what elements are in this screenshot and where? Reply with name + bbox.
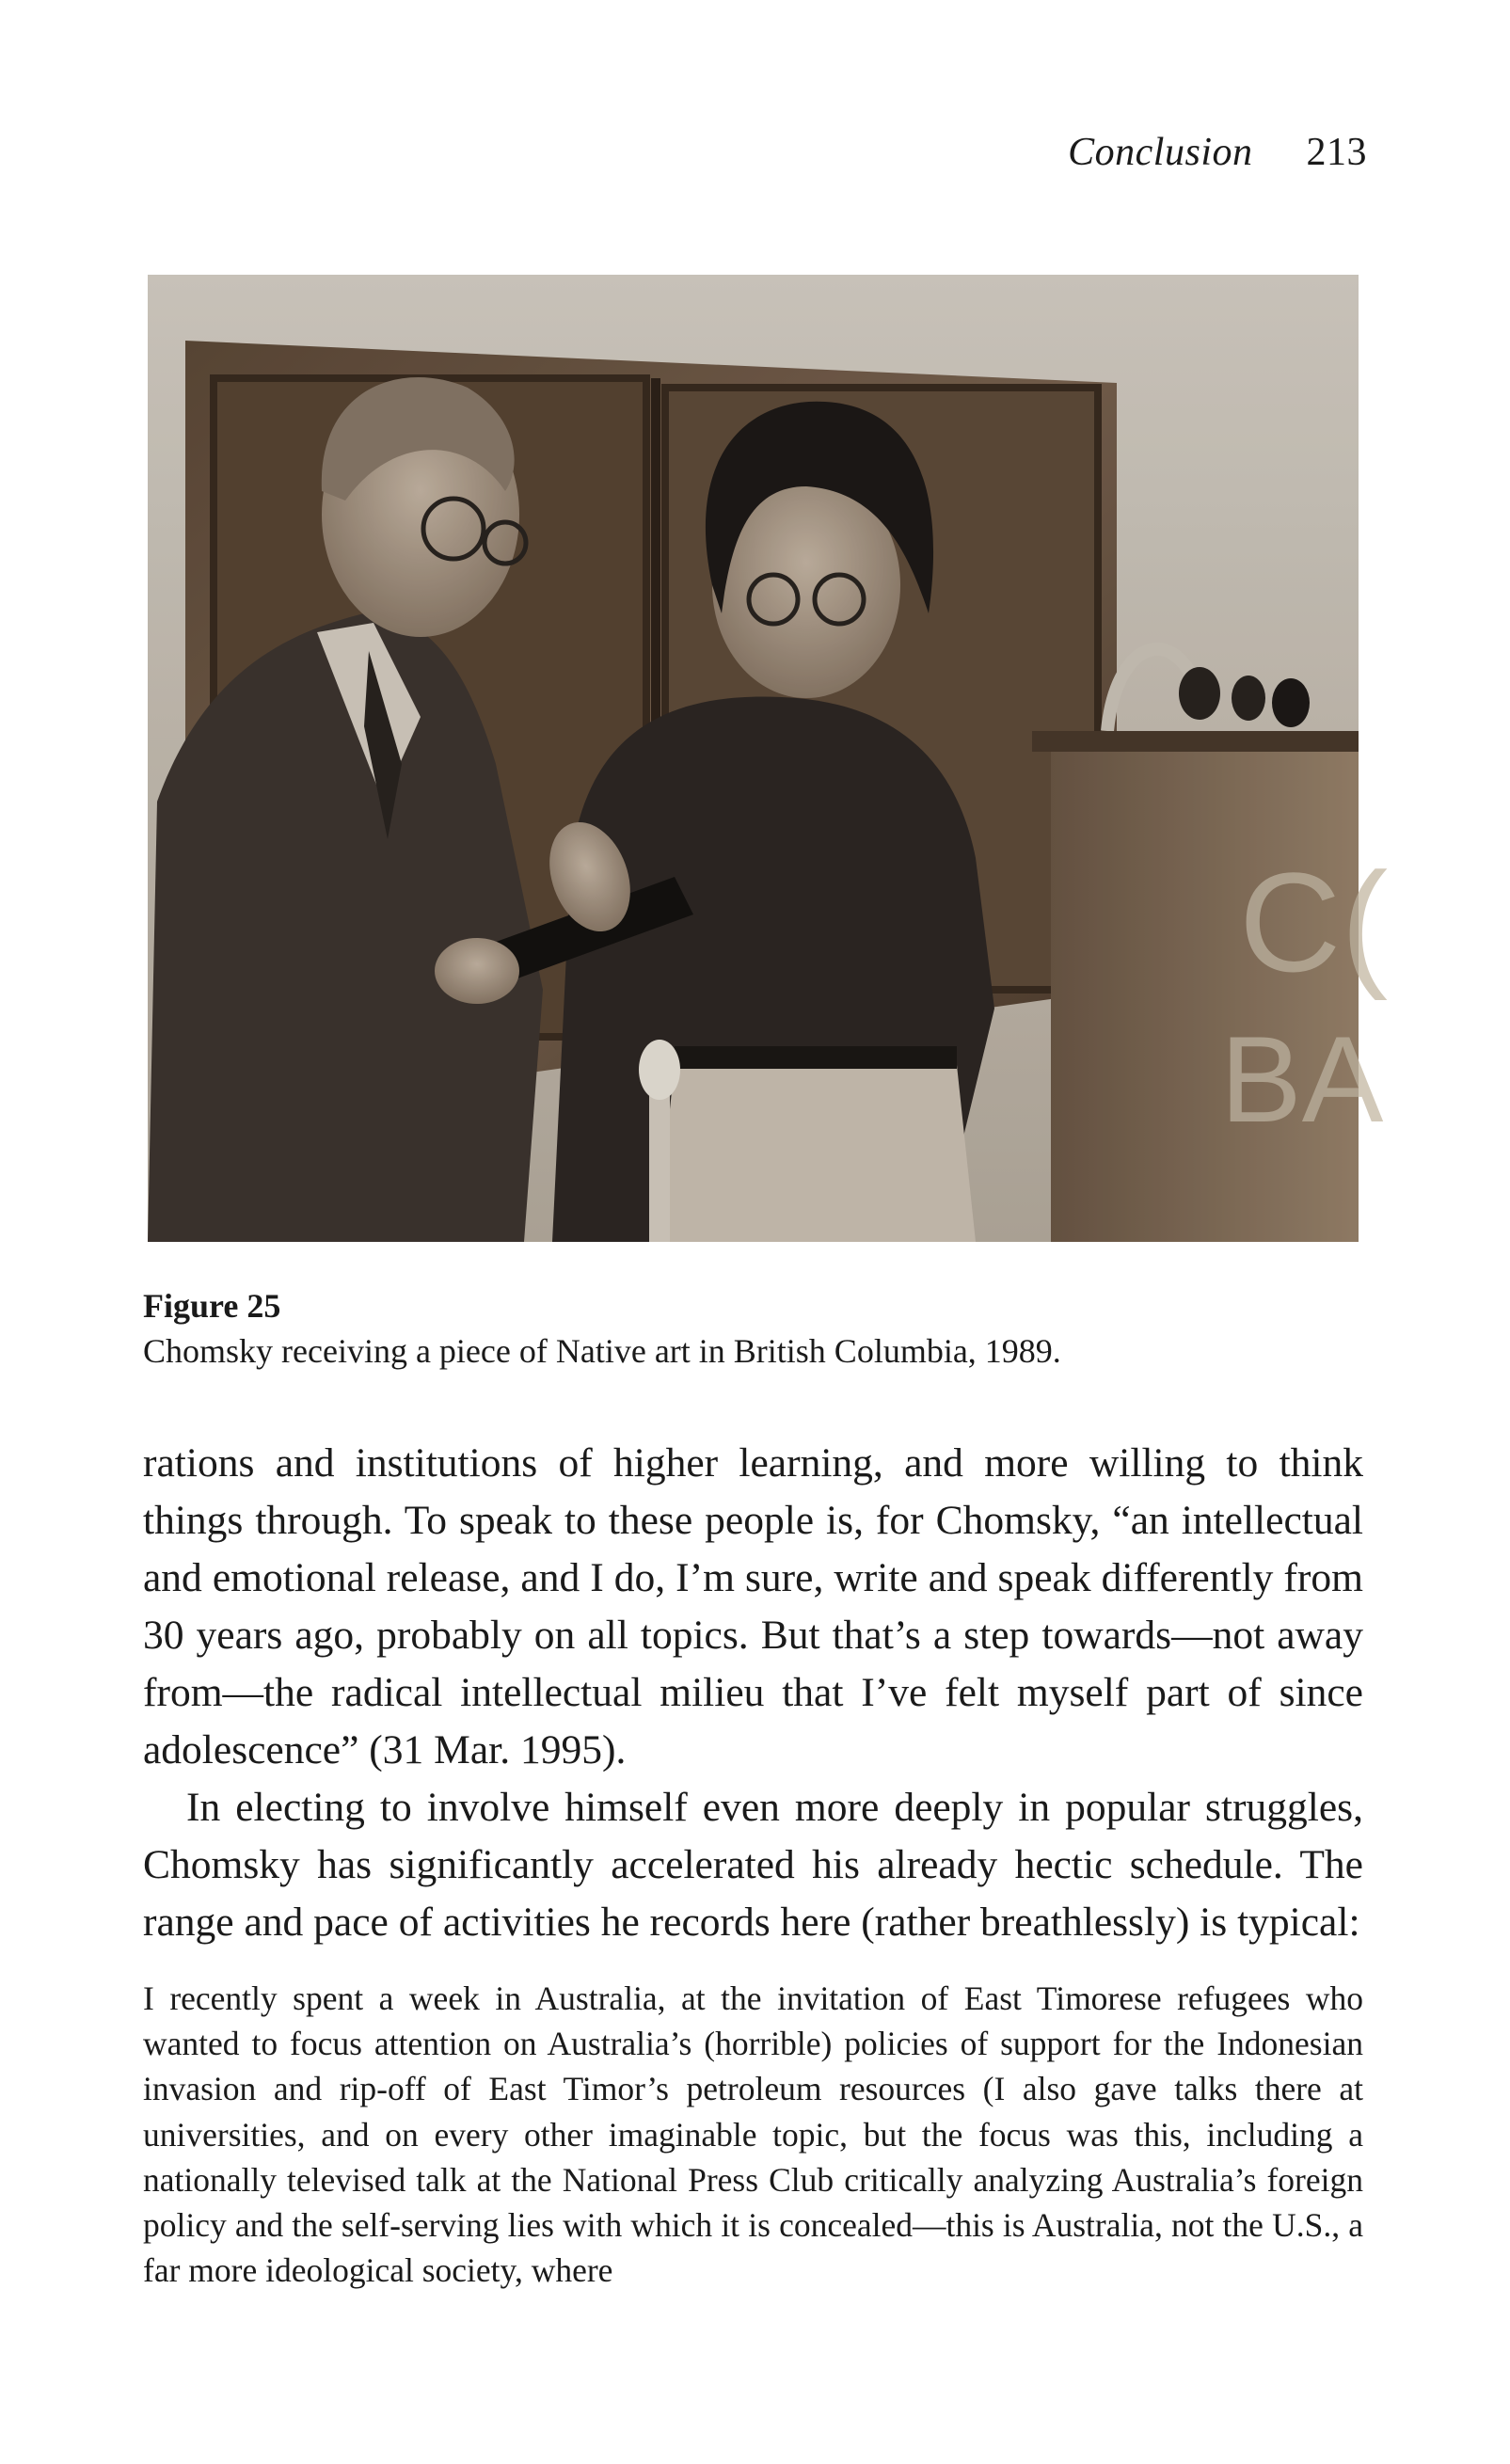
figure-caption bbox=[143, 1284, 1366, 1375]
block-quote bbox=[143, 1976, 1363, 2293]
podium-letters-top: C( bbox=[1239, 843, 1389, 1001]
body-text bbox=[143, 1435, 1363, 1951]
running-head bbox=[1068, 130, 1367, 175]
podium-letters-bottom: BA bbox=[1220, 1010, 1384, 1148]
paragraph-1: rations and institutions of higher learning, and more willing to think things through. To speak to these people is, for Chomsky, “an intellectual and emotional release, and I do, I’m sure, write and speak differently from 30 years ago, probably on all topics. But that’s a step towards—not away from—the radical intellectual milieu that I’ve felt myself part of since adolescence” (31 Mar. 1995). bbox=[143, 1440, 1363, 1772]
figure-caption-text: Chomsky receiving a piece of Native art in British Columbia, 1989. bbox=[143, 1332, 1061, 1370]
page-number: 213 bbox=[1306, 131, 1367, 174]
figure-label: Figure 25 bbox=[143, 1287, 281, 1325]
paragraph-2: In electing to involve himself even more deeply in popular struggles, Chomsky has significantly accelerated his already hectic schedule. The range and pace of activities he records here (rather breathlessly) is typical: bbox=[143, 1785, 1363, 1945]
figure-photo bbox=[148, 275, 1389, 1242]
block-quote-text: I recently spent a week in Australia, at the invitation of East Timorese refugees who wanted to focus attention on Australia’s (horrible) policies of support for the Indonesian invasion and rip-off of East Timor’s petroleum resources (I also gave talks there at universities, and on every other imaginable topic, but the focus was this, including a nationally televised talk at the National Press Club critically analyzing Australia’s foreign policy and the self-serving lies with which it is concealed—this is Australia, not the U.S., a far more ideological society, where bbox=[143, 1979, 1363, 2290]
running-head-title: Conclusion bbox=[1068, 131, 1253, 174]
